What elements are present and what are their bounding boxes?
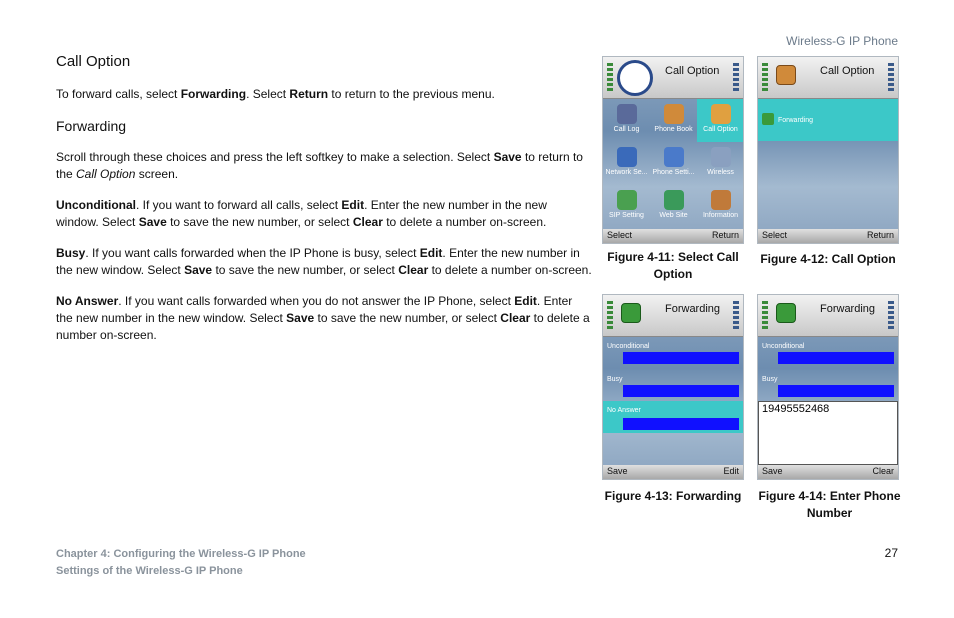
right-softkey: Return [866, 230, 894, 240]
left-softkey: Save [607, 466, 628, 476]
forwarding-item: Forwarding [758, 99, 898, 141]
main-content [56, 52, 592, 358]
figure-4-13-caption: Figure 4-13: Forwarding [604, 489, 742, 503]
section-title: Call Option [56, 53, 131, 70]
page-footer [56, 546, 306, 580]
clock-icon [617, 60, 653, 96]
no-answer-paragraph: No Answer. If you want calls forwarded when you do not answer the IP Phone, select Edit. Enter the new number in the new window. Select Save to save the new number, or select Clear to delete a number on-screen. [56, 294, 590, 342]
unconditional-field [778, 352, 894, 364]
figure-4-12-caption: Figure 4-12: Call Option [760, 252, 896, 266]
busy-label: Busy [762, 376, 778, 383]
phone-book-icon [664, 104, 684, 124]
figure-4-11-phone-screen [602, 56, 744, 244]
forwarding-icon [621, 303, 641, 323]
phone-title-bar [603, 295, 743, 337]
call-option-icon [776, 65, 796, 85]
phone-title-bar [603, 57, 743, 99]
right-softkey: Clear [872, 466, 894, 476]
signal-icon [762, 301, 768, 331]
right-softkey: Return [711, 230, 739, 240]
scroll-paragraph: Scroll through these choices and press the left softkey to make a selection. Select Save to return to the Call Option screen. [56, 150, 583, 181]
unconditional-label: Unconditional [762, 343, 805, 350]
busy-paragraph: Busy. If you want calls forwarded when the IP Phone is busy, select Edit. Enter the new number in the new window. Select Save to save the new number, or select Clear to delete a number on-screen. [56, 246, 592, 277]
right-softkey: Edit [723, 466, 739, 476]
battery-icon [888, 63, 894, 93]
softkey-bar [603, 465, 743, 479]
menu-cell-phone-settings: Phone Setti... [650, 142, 697, 185]
figure-4-13-phone-screen [602, 294, 744, 480]
left-softkey: Save [762, 466, 783, 476]
menu-cell-web-site: Web Site [650, 185, 697, 228]
wireless-icon [711, 147, 731, 167]
menu-grid [603, 99, 743, 229]
web-site-icon [664, 190, 684, 210]
phone-screen-title: Forwarding [820, 303, 876, 315]
phone-screen-title: Forwarding [665, 303, 721, 315]
network-icon [617, 147, 637, 167]
figure-4-14-phone-screen [757, 294, 899, 480]
unconditional-field [623, 352, 739, 364]
left-softkey: Select [762, 230, 788, 240]
unconditional-label: Unconditional [607, 343, 650, 350]
menu-cell-phone-book: Phone Book [650, 99, 697, 142]
header-product-name: Wireless-G IP Phone [786, 34, 898, 48]
page-number: 27 [884, 546, 898, 560]
phone-screen-title: Call Option [820, 65, 875, 77]
subsection-title: Forwarding [56, 118, 127, 134]
no-answer-row [603, 401, 743, 433]
figure-4-12-phone-screen [757, 56, 899, 244]
softkey-bar [758, 465, 898, 479]
battery-icon [733, 63, 739, 93]
phone-settings-icon [664, 147, 684, 167]
signal-icon [607, 63, 613, 93]
busy-field [778, 385, 894, 397]
forwarding-icon [776, 303, 796, 323]
menu-cell-sip-setting: SIP Setting [603, 185, 650, 228]
softkey-bar [603, 229, 743, 243]
busy-label: Busy [607, 376, 623, 383]
phone-title-bar [758, 57, 898, 99]
call-option-icon [711, 104, 731, 124]
left-softkey: Select [607, 230, 633, 240]
menu-cell-information: Information [697, 185, 744, 228]
footer-chapter: Chapter 4: Configuring the Wireless-G IP Phone [56, 548, 306, 560]
figure-4-14-caption: Figure 4-14: Enter Phone Number [758, 489, 901, 520]
call-log-icon [617, 104, 637, 124]
menu-cell-network-settings: Network Se... [603, 142, 650, 185]
busy-field [623, 385, 739, 397]
battery-icon [888, 301, 894, 331]
figure-4-11-caption: Figure 4-11: Select Call Option [607, 250, 739, 281]
forwarding-icon [762, 113, 774, 125]
unconditional-paragraph: Unconditional. If you want to forward all calls, select Edit. Enter the new number in the new window. Select Save to save the new number, or select Clear to delete a number on-screen. [56, 198, 547, 229]
intro-paragraph: To forward calls, select Forwarding. Select Return to return to the previous menu. [56, 87, 495, 101]
sip-icon [617, 190, 637, 210]
phone-title-bar [758, 295, 898, 337]
no-answer-field [623, 418, 739, 430]
phone-number-entry[interactable]: 19495552468 [758, 401, 898, 465]
footer-section: Settings of the Wireless-G IP Phone [56, 565, 243, 577]
menu-cell-call-option: Call Option [697, 99, 744, 142]
menu-cell-wireless: Wireless [697, 142, 744, 185]
softkey-bar [758, 229, 898, 243]
signal-icon [762, 63, 768, 93]
menu-cell-call-log: Call Log [603, 99, 650, 142]
phone-screen-title: Call Option [665, 65, 720, 77]
battery-icon [733, 301, 739, 331]
no-answer-label: No Answer [607, 407, 641, 414]
signal-icon [607, 301, 613, 331]
information-icon [711, 190, 731, 210]
